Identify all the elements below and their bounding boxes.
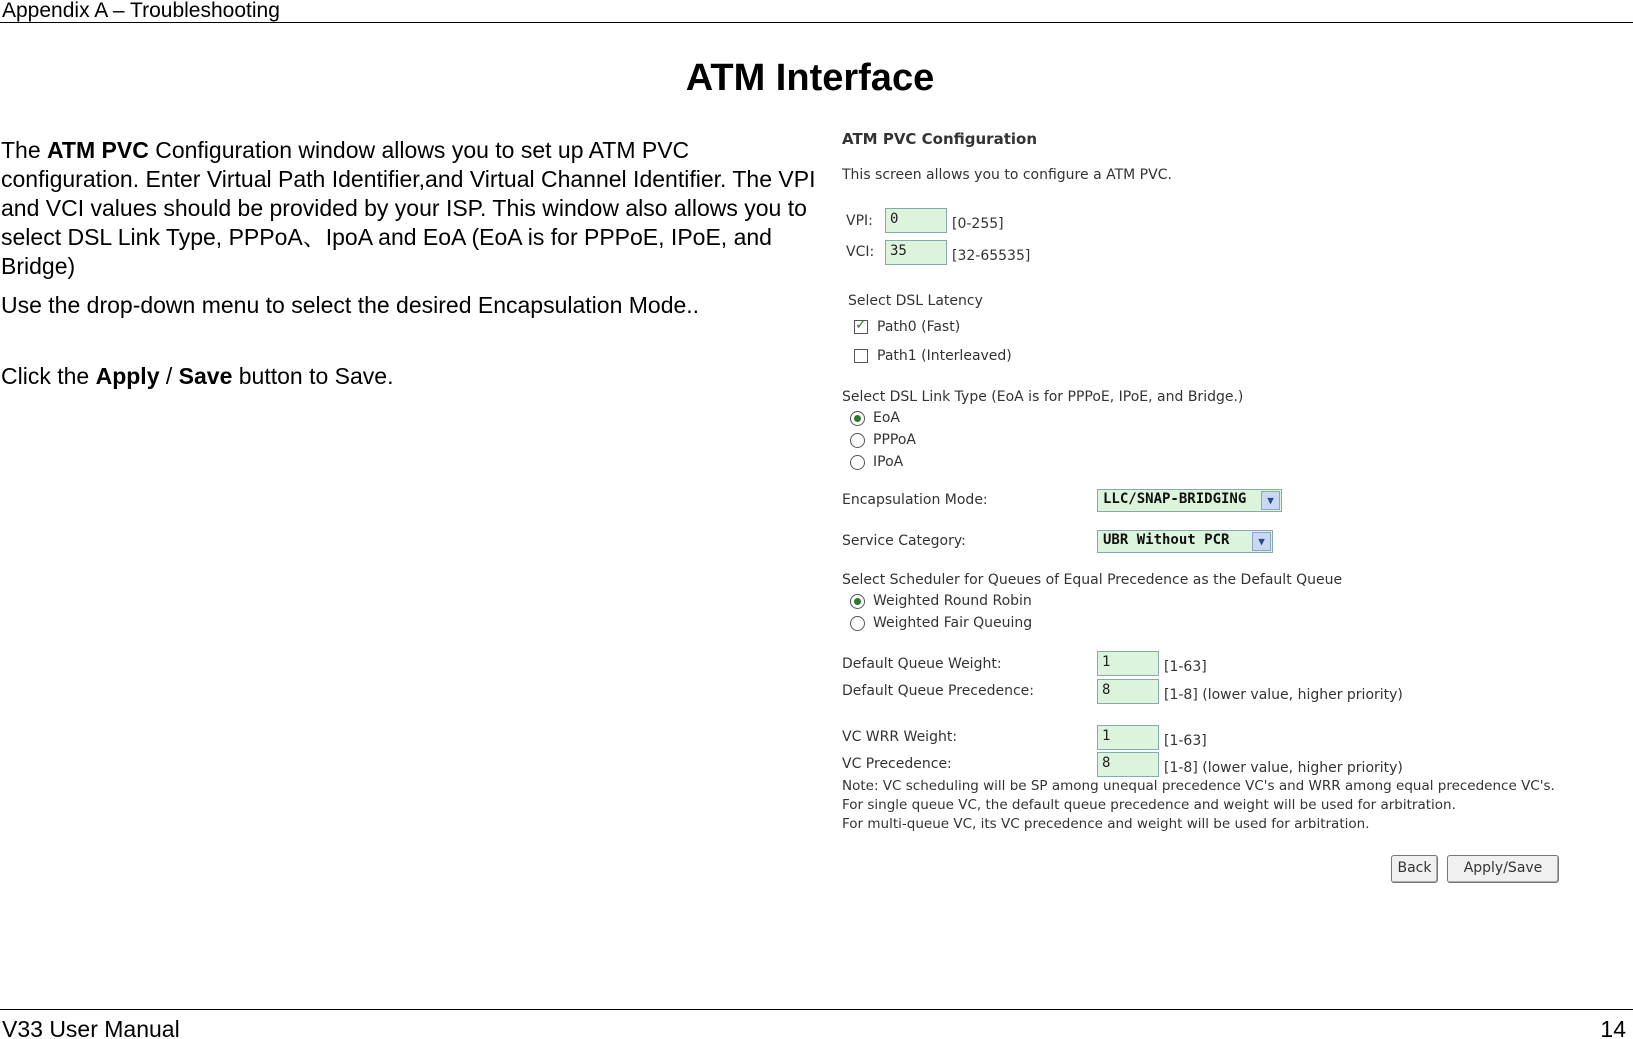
chevron-down-icon: ▼ [1252, 532, 1271, 551]
atm-pvc-config-screenshot [838, 130, 1618, 920]
link-pppoa-radio[interactable] [850, 433, 865, 448]
dq-weight-label: Default Queue Weight: [842, 656, 1002, 672]
note-line-3: For multi-queue VC, its VC precedence and weight will be used for arbitration. [842, 816, 1370, 832]
latency-label: Select DSL Latency [848, 293, 983, 309]
header-text: Appendix A – Troubleshooting [2, 0, 280, 22]
paragraph-dropdown: Use the drop-down menu to select the desired Encapsulation Mode.. [1, 292, 700, 318]
dq-weight-input[interactable]: 1 [1097, 651, 1159, 676]
config-title: ATM PVC Configuration [842, 130, 1037, 148]
linktype-label: Select DSL Link Type (EoA is for PPPoE, IPoE, and Bridge.) [842, 389, 1244, 405]
vpi-range: [0-255] [952, 216, 1004, 232]
page-number: 14 [1600, 1016, 1626, 1039]
link-ipoa-radio[interactable] [850, 455, 865, 470]
vc-weight-input[interactable]: 1 [1097, 725, 1159, 750]
page-header [0, 0, 1633, 23]
encap-select[interactable] [1097, 489, 1282, 512]
dq-prec-label: Default Queue Precedence: [842, 683, 1035, 699]
atm-pvc-term: ATM PVC [47, 137, 149, 163]
note-line-2: For single queue VC, the default queue precedence and weight will be used for arbitration. [842, 797, 1456, 813]
scheduler-label: Select Scheduler for Queues of Equal Precedence as the Default Queue [842, 572, 1343, 588]
link-ipoa-label: IPoA [873, 454, 904, 470]
paragraph-intro: The ATM PVC Configuration window allows you to set up ATM PVC configuration. Enter Virtual Path Identifier,and Virtual Channel Identifier. The VPI and VCI values should be provided by your ISP. This window also allows you to select DSL Link Type, PPPoA、IpoA and EoA (EoA is for PPPoE, IPoE, and Bridge) [1, 137, 816, 279]
vc-prec-range: [1-8] (lower value, higher priority) [1164, 760, 1403, 776]
sched-wfq-label: Weighted Fair Queuing [873, 615, 1033, 631]
footer-manual-name: V33 User Manual [2, 1016, 180, 1039]
link-eoa-radio[interactable] [850, 411, 865, 426]
back-button[interactable]: Back [1391, 855, 1438, 883]
vpi-label: VPI: [846, 213, 873, 229]
path1-label: Path1 (Interleaved) [877, 348, 1012, 364]
body-text [1, 136, 831, 391]
vc-weight-range: [1-63] [1164, 733, 1207, 749]
encap-label: Encapsulation Mode: [842, 492, 988, 508]
page-footer [0, 1009, 1633, 1039]
dq-weight-range: [1-63] [1164, 659, 1207, 675]
sched-wrr-radio[interactable] [850, 594, 865, 609]
path0-checkbox[interactable] [854, 320, 868, 334]
service-label: Service Category: [842, 533, 966, 549]
dq-prec-input[interactable]: 8 [1097, 679, 1159, 704]
config-intro: This screen allows you to configure a ATM PVC. [842, 167, 1172, 183]
paragraph-apply: Click the Apply / Save button to Save. [1, 363, 394, 389]
page-title: ATM Interface [685, 57, 935, 99]
vc-prec-input[interactable]: 8 [1097, 752, 1159, 777]
dq-prec-range: [1-8] (lower value, higher priority) [1164, 687, 1403, 703]
vci-range: [32-65535] [952, 248, 1031, 264]
chevron-down-icon: ▼ [1261, 491, 1280, 510]
vc-weight-label: VC WRR Weight: [842, 729, 958, 745]
service-select[interactable] [1097, 530, 1273, 553]
note-line-1: Note: VC scheduling will be SP among unequal precedence VC's and WRR among equal precedence VC's. [842, 778, 1555, 794]
vc-prec-label: VC Precedence: [842, 756, 952, 772]
path0-label: Path0 (Fast) [877, 319, 961, 335]
link-pppoa-label: PPPoA [873, 432, 916, 448]
encap-value: LLC/SNAP-BRIDGING [1103, 491, 1247, 507]
vpi-input[interactable]: 0 [885, 208, 947, 233]
apply-save-button[interactable]: Apply/Save [1447, 855, 1559, 883]
vci-label: VCI: [846, 244, 875, 260]
service-value: UBR Without PCR [1103, 532, 1230, 548]
link-eoa-label: EoA [873, 410, 900, 426]
path1-checkbox[interactable] [854, 349, 868, 363]
vci-input[interactable]: 35 [885, 240, 947, 265]
sched-wrr-label: Weighted Round Robin [873, 593, 1032, 609]
sched-wfq-radio[interactable] [850, 616, 865, 631]
